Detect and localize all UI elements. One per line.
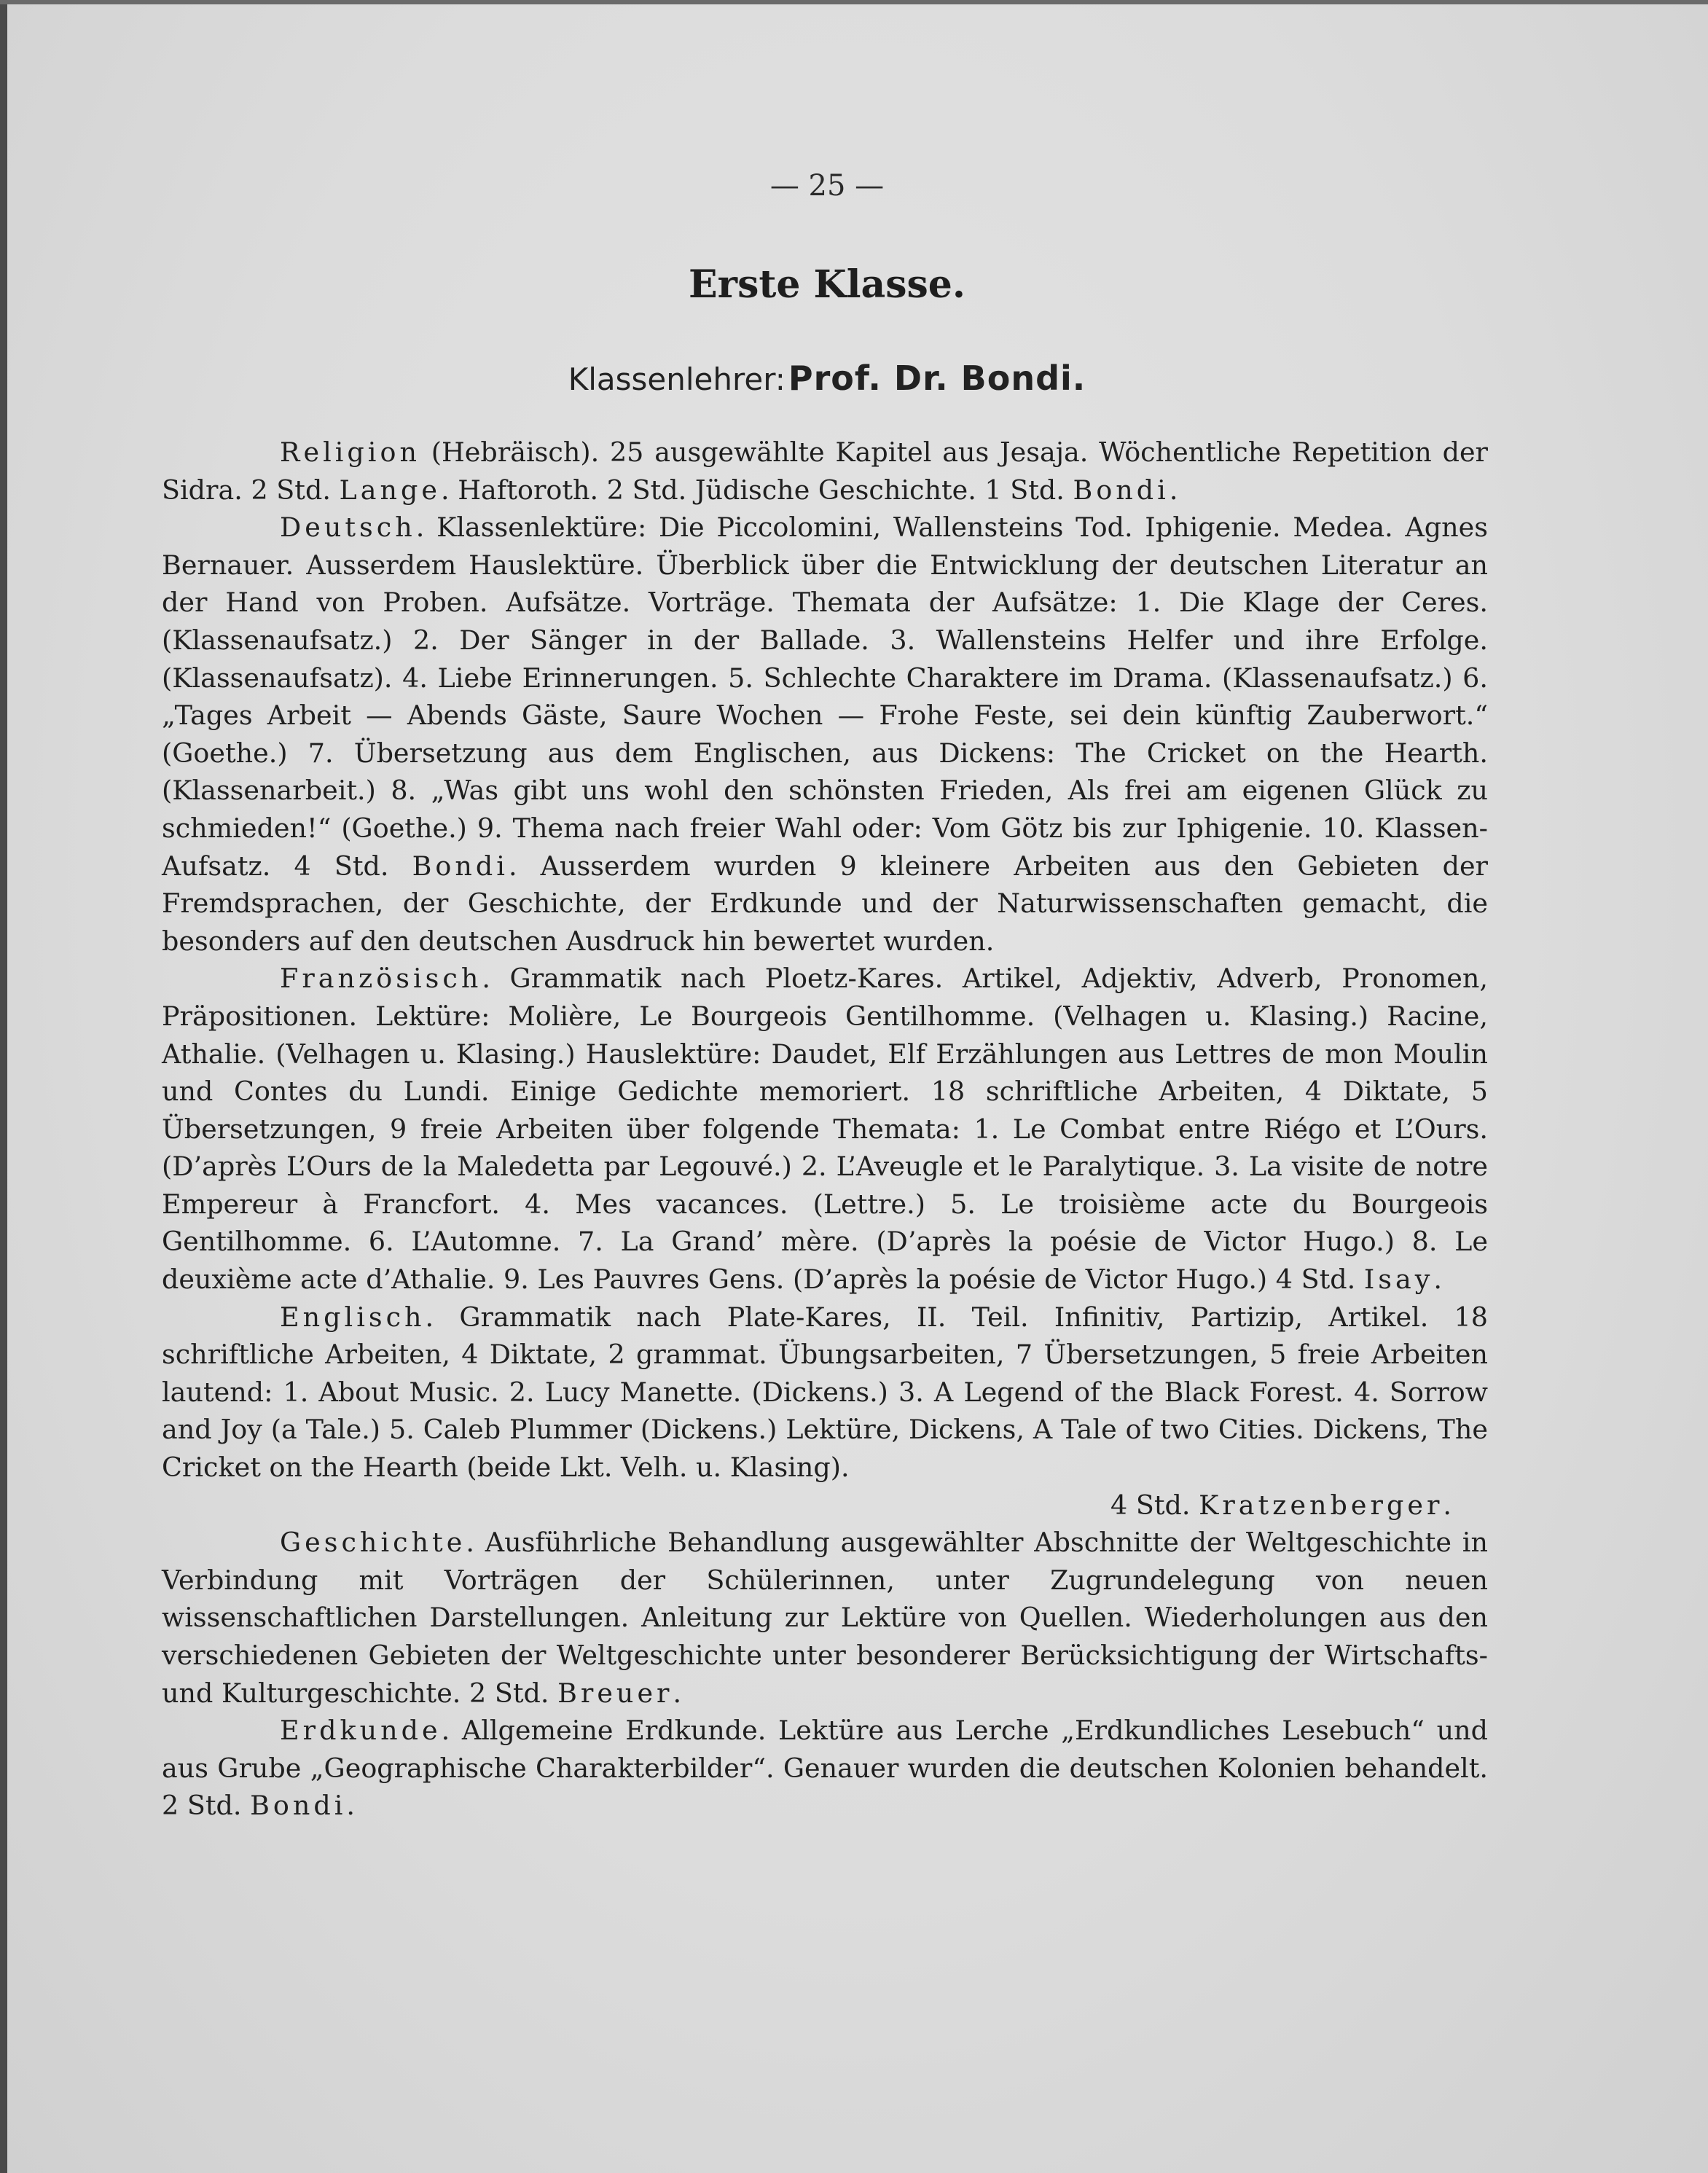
page-title: Erste Klasse. <box>689 262 965 307</box>
page-number: — 25 — <box>769 169 885 203</box>
franzoesisch-end: . <box>1433 1264 1442 1296</box>
deutsch-text: . Klassenlektüre: Die Piccolomini, Wallensteins Tod. Iphigenie. Medea. Agnes Bernauer. Ausserdem Hauslektüre. Überblick über die Entwicklung der deutschen Literatur an der Hand von Proben. Aufsätze. Vorträge. Themata der Aufsätze: 1. Die Klage der Ceres. (Klassenaufsatz.) 2. Der Sänger in der Ballade. 3. Wallensteins Helfer und ihre Erfolge. (Klassenaufsatz). 4. Liebe Erinnerungen. 5. Schlechte Charaktere im Drama. (Klassenaufsatz.) 6. „Tages Arbeit — Abends Gäste, Saure Wochen — Frohe Feste, sei dein künftig Zauberwort.“ (Goethe.) 7. Übersetzung aus dem Englischen, aus Dickens: The Cricket on the Hearth. (Klassenarbeit.) 8. „Was gibt uns wohl den schönsten Frieden, Als frei am eigenen Glück zu schmieden!“ (Goethe.) 9. Thema nach freier Wahl oder: Vom Götz bis zur Iphigenie. 10. Klassen-Aufsatz. 4 Std. <box>162 512 1488 882</box>
section-deutsch <box>162 509 1488 960</box>
section-geschichte <box>162 1524 1488 1712</box>
section-englisch <box>162 1299 1488 1524</box>
subject-heading-geschichte: Geschichte <box>280 1527 466 1559</box>
teacher-name-bondi: Bondi <box>250 1790 347 1822</box>
subject-heading-deutsch: Deutsch <box>280 512 416 544</box>
erdkunde-text: . Allgemeine Erdkunde. Lektüre aus Lerche „Erdkundliches Lesebuch“ und aus Grube „Geographische Charakterbilder“. Genauer wurden die deutschen Kolonien behandelt. 2 Std. <box>162 1715 1488 1822</box>
class-teacher-name: Prof. Dr. Bondi. <box>788 359 1086 398</box>
deutsch-text-2: . Ausserdem wurden 9 kleinere Arbeiten aus den Gebieten der Fremdsprachen, der Geschichte, der Erdkunde und der Naturwissenschaften gemacht, die besonders auf den deutschen Ausdruck hin bewertet wurden. <box>162 850 1489 957</box>
englisch-hours: 4 Std. <box>1110 1489 1199 1521</box>
scan-edge-top <box>0 0 1708 4</box>
scan-edge-left <box>0 0 7 2173</box>
class-teacher-line <box>0 359 1654 398</box>
franzoesisch-text: . Grammatik nach Ploetz-Kares. Artikel, Adjektiv, Adverb, Pronomen, Präpositionen. Lektüre: Molière, Le Bourgeois Gentilhomme. (Velhagen u. Klasing.) Racine, Athalie. (Velhagen u. Klasing.) Hauslektüre: Daudet, Elf Erzählungen aus Lettres de mon Moulin und Contes du Lundi. Einige Gedichte memoriert. 18 schriftliche Arbeiten, 4 Diktate, 5 Übersetzungen, 9 freie Arbeiten über folgende Themata: 1. Le Combat entre Riégo et L’Ours. (D’après L’Ours de la Maledetta par Legouvé.) 2. L’Aveugle et le Paralytique. 3. La visite de notre Empereur à Francfort. 4. Mes vacances. (Lettre.) 5. Le troisième acte du Bourgeois Gentilhomme. 6. L’Automne. 7. La Grand’ mère. (D’après la poésie de Victor Hugo.) 8. Le deuxième acte d’Athalie. 9. Les Pauvres Gens. (D’après la poésie de Victor Hugo.) 4 Std. <box>162 963 1488 1296</box>
teacher-name-breuer: Breuer <box>557 1677 673 1709</box>
section-erdkunde <box>162 1712 1488 1825</box>
erdkunde-end: . <box>346 1790 356 1822</box>
religion-text: (Hebräisch). 25 ausgewählte Kapitel aus Jesaja. Wöchentliche Repetition der Sidra. 2 Std. <box>162 436 1488 506</box>
curriculum-body <box>162 434 1488 1825</box>
teacher-name-kratzenberger: Kratzenberger <box>1199 1489 1443 1521</box>
religion-text-2: . Haftoroth. 2 Std. Jüdische Geschichte. 1 Std. <box>441 474 1073 506</box>
teacher-name-isay: Isay <box>1363 1264 1434 1296</box>
section-religion <box>162 434 1488 509</box>
geschichte-end: . <box>673 1677 682 1709</box>
subject-heading-franzoesisch: Französisch <box>280 963 482 995</box>
section-franzoesisch <box>162 960 1488 1298</box>
englisch-end: . <box>1443 1489 1452 1521</box>
teacher-name-bondi: Bondi <box>412 850 509 882</box>
englisch-signature <box>162 1487 1488 1524</box>
religion-end: . <box>1169 474 1178 506</box>
subject-heading-englisch: Englisch <box>280 1301 426 1333</box>
subject-heading-religion: Religion <box>280 436 420 468</box>
englisch-text: . Grammatik nach Plate-Kares, II. Teil. Infinitiv, Partizip, Artikel. 18 schriftliche Arbeiten, 4 Diktate, 2 grammat. Übungsarbeiten, 7 Übersetzungen, 5 freie Arbeiten lautend: 1. About Music. 2. Lucy Manette. (Dickens.) 3. A Legend of the Black Forest. 4. Sorrow and Joy (a Tale.) 5. Caleb Plummer (Dickens.) Lektüre, Dickens, A Tale of two Cities. Dickens, The Cricket on the Hearth (beide Lkt. Velh. u. Klasing). <box>162 1301 1488 1484</box>
geschichte-text: . Ausführliche Behandlung ausgewählter Abschnitte der Weltgeschichte in Verbindung mit Vorträgen der Schülerinnen, unter Zugrundelegung von neuen wissenschaftlichen Darstellungen. Anleitung zur Lektüre von Quellen. Wiederholungen aus den verschiedenen Gebieten der Weltgeschichte unter besonderer Berücksichtigung der Wirtschafts- und Kulturgeschichte. 2 Std. <box>162 1527 1488 1709</box>
subject-heading-erdkunde: Erdkunde <box>280 1715 442 1747</box>
teacher-name-bondi: Bondi <box>1073 474 1170 506</box>
teacher-name-lange: Lange <box>339 474 442 506</box>
class-teacher-label: Klassenlehrer: <box>568 361 786 397</box>
